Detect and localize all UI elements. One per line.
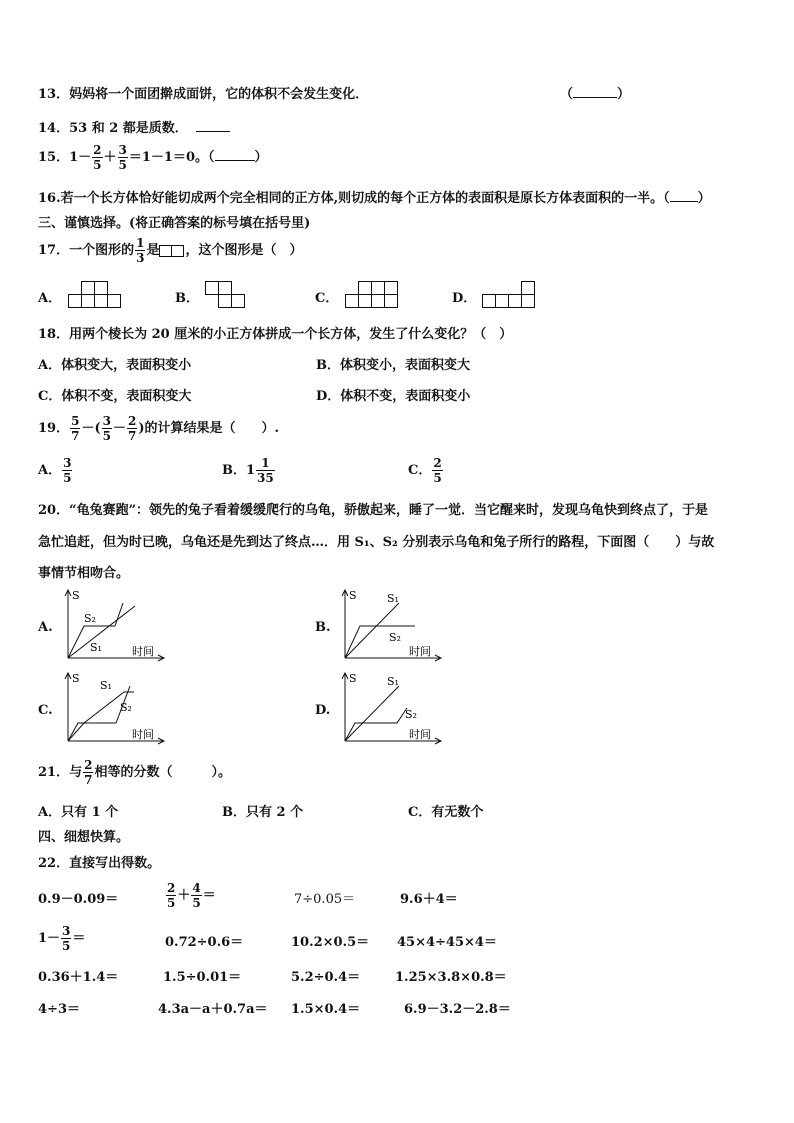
svg-text:S: S	[349, 672, 357, 685]
q14: 14．53 和 2 都是质数．	[38, 117, 230, 136]
q18: 18．用两个棱长为 20 厘米的小正方体拼成一个长方体，发生了什么变化？（ ）	[38, 327, 513, 342]
q22-item-9: 0.36＋1.4＝	[38, 970, 119, 985]
q22-item-5: 1－ $\frac{3}{5}$ ＝	[38, 924, 86, 953]
q21-option-b[interactable]: B．只有 2 个	[222, 805, 304, 820]
q20-option-b[interactable]: B.	[315, 620, 331, 635]
q20-option-d[interactable]: D.	[315, 703, 331, 718]
q22-item-12: 1.25×3.8×0.8＝	[395, 970, 507, 985]
q17-frac: $\frac{1}{3}$	[136, 236, 145, 265]
section-3-title: 三、谨慎选择。(将正确答案的标号填在括号里)	[38, 216, 311, 231]
svg-text:S₁: S₁	[387, 675, 399, 688]
q17-figure-c-icon	[345, 280, 403, 310]
q22-item-15: 1.5×0.4＝	[291, 1002, 361, 1017]
svg-text:S₁: S₁	[100, 679, 112, 692]
q19-option-c[interactable]: C． $\frac{2}{5}$	[408, 456, 442, 485]
q21: 21．与 $\frac{2}{7}$ 相等的分数（ ）。	[38, 758, 231, 787]
q20-line1: 20．“龟兔赛跑”：领先的兔子看着缓缓爬行的乌龟，骄傲起来，睡了一觉．当它醒来时，发现乌龟快到终点了，于是	[38, 503, 709, 518]
q20-line2: 急忙追赶，但为时已晚，乌龟还是先到达了终点…．用 S₁、S₂ 分别表示乌龟和兔子所行的路程，下面图（ ）与故	[38, 535, 715, 550]
q17-figure-d-icon	[482, 280, 540, 310]
q20-graph-a	[60, 585, 170, 665]
q18-option-d[interactable]: D．体积不变，表面积变小	[316, 389, 471, 404]
q20-graph-d	[337, 668, 447, 748]
q22-item-13: 4÷3＝	[38, 1002, 80, 1017]
q21-option-a[interactable]: A．只有 1 个	[38, 805, 119, 820]
q22-item-16: 6.9－3.2－2.8＝	[404, 1002, 511, 1017]
q22-item-8: 45×4÷45×4＝	[397, 935, 497, 950]
q18-option-b[interactable]: B．体积变小，表面积变大	[316, 358, 470, 373]
svg-text:S₂: S₂	[120, 701, 132, 714]
q20-line3: 事情节相吻合。	[38, 566, 130, 581]
q17-option-a[interactable]: A．	[38, 291, 62, 306]
q15-frac-a: $\frac{2}{5}$	[93, 143, 102, 172]
q17-figure-b-icon	[205, 280, 255, 310]
q15: 15．1－ $\frac{2}{5}$ ＋ $\frac{3}{5}$ ＝1－1＝0。（ ）	[38, 143, 268, 172]
section-4-title: 四、细想快算。	[38, 830, 130, 845]
svg-text:时间: 时间	[409, 645, 431, 658]
q17-option-d[interactable]: D．	[452, 291, 477, 306]
q22-item-11: 5.2÷0.4＝	[291, 970, 361, 985]
q13-answer[interactable]: （ ）	[560, 87, 631, 102]
q22-item-4: 9.6＋4＝	[400, 892, 458, 907]
q16: 16.若一个长方体恰好能切成两个完全相同的正方体,则切成的每个正方体的表面积是原长方体表面积的一半。（ ）	[38, 191, 711, 206]
q22-item-14: 4.3a－a＋0.7a＝	[158, 1002, 268, 1017]
q22-item-3: 7÷0.05＝	[294, 892, 356, 907]
q22: 22．直接写出得数。	[38, 856, 161, 871]
q21-option-c[interactable]: C．有无数个	[408, 805, 484, 820]
svg-text:S₁: S₁	[90, 641, 102, 654]
q17-option-b[interactable]: B．	[175, 291, 199, 306]
q22-item-7: 10.2×0.5＝	[291, 935, 370, 950]
svg-text:时间: 时间	[132, 728, 154, 741]
q19-option-a[interactable]: A． $\frac{3}{5}$	[38, 456, 72, 485]
q17: 17．一个图形的 $\frac{1}{3}$ 是 ，这个图形是（ ）	[38, 236, 303, 265]
q19-option-b[interactable]: B．1 $\frac{1}{35}$	[222, 456, 274, 485]
q20-graph-b	[337, 585, 447, 665]
q22-item-10: 1.5÷0.01＝	[163, 970, 242, 985]
svg-text:S₂: S₂	[405, 708, 417, 721]
q17-figure-a-icon	[68, 280, 126, 310]
q20-option-c[interactable]: C.	[38, 703, 53, 718]
q22-item-1: 0.9－0.09＝	[38, 892, 119, 907]
q20-graph-c	[60, 668, 170, 748]
q13: 13．妈妈将一个面团擀成面饼，它的体积不会发生变化．	[38, 87, 369, 102]
q19: 19． $\frac{5}{7}$ －( $\frac{3}{5}$ － $\frac{2}{7}$ )的计算结果是（ ）.	[38, 414, 280, 443]
q15-frac-b: $\frac{3}{5}$	[118, 143, 127, 172]
svg-text:S₁: S₁	[387, 592, 399, 605]
svg-text:S₂: S₂	[389, 631, 401, 644]
q14-blank[interactable]	[196, 131, 230, 132]
q17-two-squares-icon	[159, 245, 185, 257]
q18-option-a[interactable]: A．体积变大，表面积变小	[38, 358, 192, 373]
svg-text:S: S	[72, 589, 80, 602]
svg-text:时间: 时间	[132, 645, 154, 658]
q17-option-c[interactable]: C．	[315, 291, 339, 306]
q15-blank[interactable]	[215, 160, 255, 161]
svg-text:时间: 时间	[409, 728, 431, 741]
svg-text:S: S	[349, 589, 357, 602]
q18-option-c[interactable]: C．体积不变，表面积变大	[38, 389, 192, 404]
q20-option-a[interactable]: A.	[38, 620, 53, 635]
q22-item-2: $\frac{2}{5}$ ＋ $\frac{4}{5}$ ＝	[167, 881, 216, 910]
q16-blank[interactable]	[670, 201, 698, 202]
q22-item-6: 0.72÷0.6＝	[165, 935, 244, 950]
svg-text:S: S	[72, 672, 80, 685]
svg-text:S₂: S₂	[84, 612, 96, 625]
